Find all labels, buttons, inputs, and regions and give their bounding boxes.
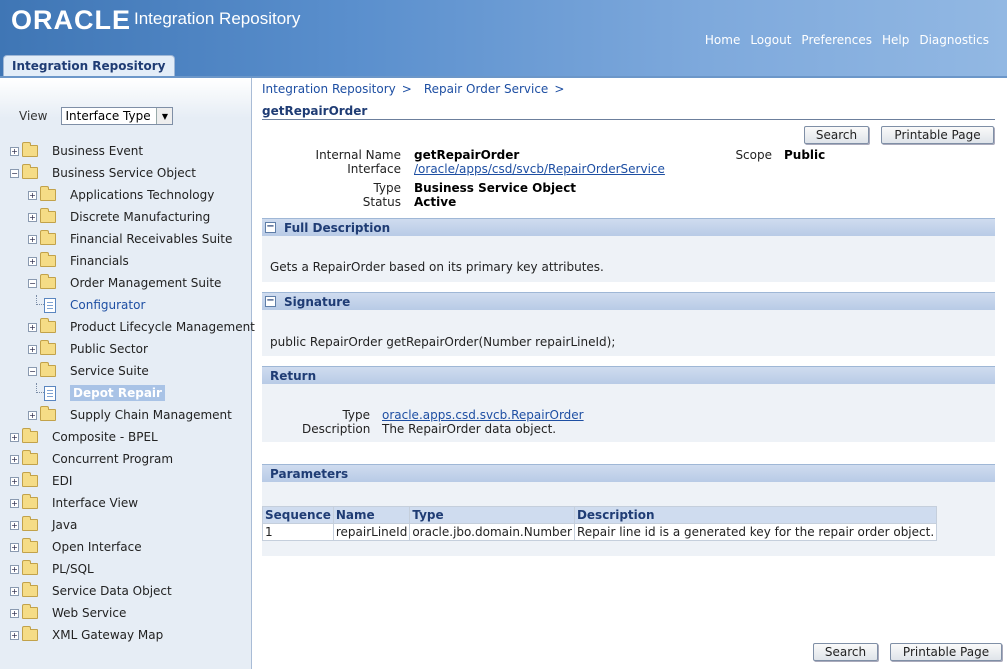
tree-item[interactable] <box>10 580 172 602</box>
tree-item[interactable] <box>10 602 126 624</box>
folder-icon <box>22 475 38 487</box>
column-header-sequence: Sequence <box>263 507 334 524</box>
expand-icon[interactable]: + <box>29 212 36 222</box>
tree-item[interactable] <box>28 184 214 206</box>
folder-icon <box>22 585 38 597</box>
logout-link[interactable]: Logout <box>750 33 792 47</box>
breadcrumb <box>262 82 576 96</box>
view-select[interactable] <box>61 107 173 125</box>
full-description-header[interactable] <box>262 218 995 236</box>
breadcrumb-separator: > <box>401 82 412 96</box>
expand-icon[interactable]: + <box>11 542 18 552</box>
chevron-down-icon[interactable]: ▼ <box>156 108 172 124</box>
folder-icon <box>22 431 38 443</box>
cell-sequence: 1 <box>263 524 334 541</box>
oracle-logo <box>11 6 300 34</box>
return-header <box>262 366 995 384</box>
tree-item[interactable] <box>28 338 148 360</box>
printable-page-button-bottom[interactable]: Printable Page <box>890 643 1002 661</box>
printable-page-button-top[interactable]: Printable Page <box>881 126 994 144</box>
tree-item[interactable] <box>10 536 142 558</box>
tree-item-label: Public Sector <box>70 342 148 356</box>
folder-icon <box>22 497 38 509</box>
tree-item[interactable] <box>28 316 255 338</box>
help-link[interactable]: Help <box>882 33 910 47</box>
tree-item-label: Service Suite <box>70 364 149 378</box>
page-title: getRepairOrder <box>262 104 368 118</box>
scope-label: Scope <box>735 148 772 162</box>
table-row <box>263 524 937 541</box>
expand-icon[interactable]: + <box>11 432 18 442</box>
tree-item-label: Configurator <box>70 298 146 312</box>
cell-type: oracle.jbo.domain.Number <box>410 524 575 541</box>
type-label: Type <box>373 181 401 195</box>
expand-icon[interactable]: + <box>29 322 36 332</box>
folder-icon <box>22 519 38 531</box>
expand-icon[interactable]: + <box>11 630 18 640</box>
diagnostics-link[interactable]: Diagnostics <box>919 33 989 47</box>
folder-icon <box>22 167 38 179</box>
parameters-table <box>262 506 937 541</box>
expand-icon[interactable]: + <box>29 190 36 200</box>
collapse-icon[interactable]: − <box>29 278 36 288</box>
tree-item-label: Product Lifecycle Management <box>70 320 255 334</box>
cell-description: Repair line id is a generated key for the repair order object. <box>574 524 936 541</box>
tree-item[interactable] <box>28 250 129 272</box>
tree-item[interactable] <box>28 206 210 228</box>
tree-item-label: Discrete Manufacturing <box>70 210 211 224</box>
tree-item-label: Java <box>52 518 78 532</box>
parameters-header <box>262 464 995 482</box>
return-title: Return <box>270 368 317 383</box>
collapse-icon[interactable]: − <box>266 221 275 232</box>
expand-icon[interactable]: + <box>11 564 18 574</box>
tree-item-label: Interface View <box>52 496 139 510</box>
tree-item[interactable] <box>10 492 138 514</box>
tree-item-label: Web Service <box>52 606 127 620</box>
preferences-link[interactable]: Preferences <box>801 33 872 47</box>
full-description-body <box>262 236 995 282</box>
parameters-title: Parameters <box>270 466 349 481</box>
tab-integration-repository[interactable]: Integration Repository <box>3 55 175 77</box>
tree-item[interactable] <box>28 228 232 250</box>
collapse-icon[interactable]: − <box>266 295 275 306</box>
expand-icon[interactable]: + <box>29 410 36 420</box>
folder-icon <box>40 365 56 377</box>
tree-item[interactable] <box>28 404 232 426</box>
main-content <box>252 78 1007 669</box>
expand-icon[interactable]: + <box>29 344 36 354</box>
cell-name: repairLineId <box>333 524 409 541</box>
return-type-label: Type <box>342 408 370 422</box>
return-description-label: Description <box>302 422 371 436</box>
breadcrumb-separator: > <box>554 82 565 96</box>
folder-icon <box>40 409 56 421</box>
tree-item-label: Financial Receivables Suite <box>70 232 233 246</box>
type-value: Business Service Object <box>414 181 577 195</box>
collapse-icon[interactable]: − <box>11 168 18 178</box>
folder-icon <box>40 189 56 201</box>
tree-item-label: Composite - BPEL <box>52 430 158 444</box>
tree-item-label: Open Interface <box>52 540 142 554</box>
folder-icon <box>22 607 38 619</box>
folder-icon <box>40 211 56 223</box>
tree-item-label: XML Gateway Map <box>52 628 164 642</box>
breadcrumb-repair-order-service[interactable]: Repair Order Service <box>423 82 549 96</box>
search-button-bottom[interactable]: Search <box>813 643 878 661</box>
folder-icon <box>22 629 38 641</box>
internal-name-label: Internal Name <box>315 148 401 162</box>
signature-header[interactable] <box>262 292 995 310</box>
signature-title: Signature <box>284 294 351 309</box>
view-row <box>19 107 173 125</box>
folder-icon <box>22 145 38 157</box>
scope-value: Public <box>784 148 826 162</box>
tree-item-label: Business Service Object <box>52 166 196 180</box>
expand-icon[interactable]: + <box>11 586 18 596</box>
tree-item[interactable] <box>10 624 163 646</box>
interface-label: Interface <box>347 162 401 176</box>
expand-icon[interactable]: + <box>11 146 18 156</box>
expand-icon[interactable]: + <box>29 234 36 244</box>
folder-icon <box>40 321 56 333</box>
tree-item[interactable] <box>10 140 143 162</box>
brand-name: ORACLE <box>11 5 131 35</box>
tree-item-label: Concurrent Program <box>52 452 174 466</box>
tree-item[interactable] <box>10 448 173 470</box>
document-icon <box>44 298 56 313</box>
status-label: Status <box>362 195 401 209</box>
tree-connector <box>36 295 44 305</box>
column-header-description: Description <box>574 507 936 524</box>
tree-item[interactable] <box>10 162 196 184</box>
product-name: Integration Repository <box>134 9 301 28</box>
internal-name-value: getRepairOrder <box>414 148 520 162</box>
tree-item-label: Depot Repair <box>70 385 165 401</box>
tree-item[interactable] <box>10 514 77 536</box>
folder-icon <box>40 343 56 355</box>
folder-icon <box>40 255 56 267</box>
tree-item[interactable] <box>10 558 94 580</box>
tree-item[interactable] <box>28 272 221 294</box>
return-body <box>262 384 995 442</box>
tree-item[interactable] <box>10 426 158 448</box>
search-button-top[interactable]: Search <box>804 126 869 144</box>
tree-item[interactable] <box>28 360 149 382</box>
interface-link[interactable]: /oracle/apps/csd/svcb/RepairOrderService <box>414 162 665 176</box>
tree-item-label: Order Management Suite <box>70 276 222 290</box>
title-divider <box>262 119 995 120</box>
global-links <box>705 33 989 47</box>
tree-item[interactable] <box>10 470 72 492</box>
folder-icon <box>22 541 38 553</box>
signature-body <box>262 310 995 356</box>
column-header-type: Type <box>410 507 575 524</box>
tree-item-label: Business Event <box>52 144 144 158</box>
status-value: Active <box>414 195 457 209</box>
expand-icon[interactable]: + <box>11 608 18 618</box>
folder-icon <box>22 563 38 575</box>
tree-item[interactable] <box>44 294 145 316</box>
folder-icon <box>40 277 56 289</box>
app-header <box>0 0 1007 77</box>
expand-icon[interactable]: + <box>29 256 36 266</box>
expand-icon[interactable]: + <box>11 520 18 530</box>
breadcrumb-integration-repository[interactable]: Integration Repository <box>262 82 396 96</box>
folder-icon <box>22 453 38 465</box>
collapse-icon[interactable]: − <box>29 366 36 376</box>
document-icon <box>44 386 56 401</box>
return-type-link[interactable]: oracle.apps.csd.svcb.RepairOrder <box>382 408 584 422</box>
expand-icon[interactable]: + <box>11 454 18 464</box>
expand-icon[interactable]: + <box>11 498 18 508</box>
tree-item-label: Supply Chain Management <box>70 408 232 422</box>
tree-item-label: EDI <box>52 474 73 488</box>
folder-icon <box>40 233 56 245</box>
table-header-row <box>263 507 937 524</box>
signature-text: public RepairOrder getRepairOrder(Number repairLineId); <box>270 335 616 349</box>
tree-item-label: Service Data Object <box>52 584 172 598</box>
view-select-value: Interface Type <box>65 109 151 123</box>
tree-item-label: Applications Technology <box>70 188 215 202</box>
sidebar <box>0 78 255 669</box>
full-description-title: Full Description <box>284 220 391 235</box>
tree-item[interactable] <box>44 382 165 404</box>
full-description-text: Gets a RepairOrder based on its primary key attributes. <box>270 260 604 274</box>
view-label: View <box>19 109 48 123</box>
return-description-value: The RepairOrder data object. <box>382 422 557 436</box>
expand-icon[interactable]: + <box>11 476 18 486</box>
tree-connector <box>36 383 44 393</box>
tree-item-label: Financials <box>70 254 129 268</box>
home-link[interactable]: Home <box>704 33 741 47</box>
tree-item-label: PL/SQL <box>52 562 94 576</box>
column-header-name: Name <box>333 507 409 524</box>
